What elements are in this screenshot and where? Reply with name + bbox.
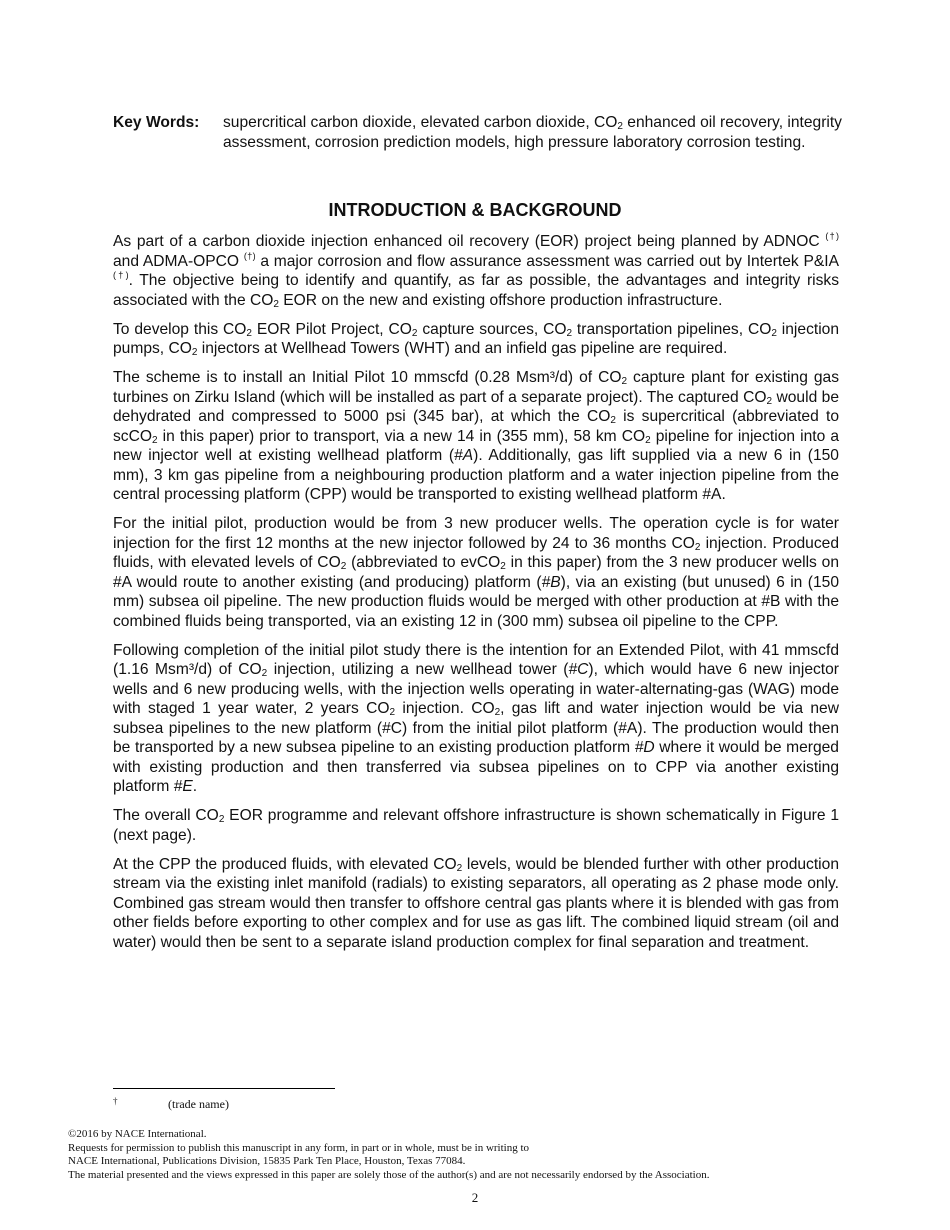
paragraph: At the CPP the produced fluids, with elevated $CO_2$ levels, would be blended further with other production stream via the existing inlet manifold (radials) to existing separators, all operating as 2 phase mode only. Combined gas stream would then transfer to offshore central gas plants where it is blended with gas from other fields before exporting to other complex and for use as gas lift. The combined liquid stream (oil and water) would then be sent to a separate island production complex for final separation and treatment. [113, 855, 839, 951]
paragraph: The overall $CO_2$ EOR programme and relevant offshore infrastructure is shown schematically in Figure 1 (next page). [113, 807, 839, 844]
keywords-label: Key Words: [113, 114, 200, 131]
keywords-text: supercritical carbon dioxide, elevated carbon dioxide, $CO_2$ enhanced oil recovery, integrity assessment, corrosion prediction models, high pressure laboratory corrosion testing. [223, 114, 842, 151]
keywords-block [113, 113, 853, 152]
footnote-mark: † [113, 1096, 118, 1106]
footnote-text: (trade name) [168, 1097, 229, 1111]
footnote [113, 1096, 229, 1112]
footnote-rule [113, 1088, 335, 1089]
paragraph: As part of a carbon dioxide injection enhanced oil recovery (EOR) project being planned by ADNOC (†) and ADMA-OPCO (†) a major corrosion and flow assurance assessment was carried out by Intertek P&IA (†). The objective being to identify and quantify, as far as possible, the advantages and integrity risks associated with the $CO_2$ EOR on the new and existing offshore production infrastructure. [113, 231, 839, 310]
paragraph: Following completion of the initial pilot study there is the intention for an Extended Pilot, with 41 mmscfd (1.16 Msm³/d) of $CO_2$ injection, utilizing a new wellhead tower (#C), which would have 6 new injector wells and 6 new producing wells, with the injection wells operating in water-alternating-gas (WAG) mode with staged 1 year water, 2 years $CO_2$ injection. $CO_2$, gas lift and water injection would be via new subsea pipelines to the new platform (#C) from the initial pilot platform (#A). The production would then be transported by a new subsea pipeline to an existing production platform #D where it would be merged with existing production and then transferred via subsea pipelines on to CPP via another existing platform #E. [113, 641, 839, 795]
page-number: 2 [471, 1190, 479, 1205]
paragraph: To develop this $CO_2$ EOR Pilot Project, $CO_2$ capture sources, $CO_2$ transportation pipelines, $CO_2$ injection pumps, $CO_2$ injectors at Wellhead Towers (WHT) and an infield gas pipeline are required. [113, 320, 840, 358]
body-text [113, 232, 839, 962]
paragraph: For the initial pilot, production would be from 3 new producer wells. The operation cycle is for water injection for the first 12 months at the new injector followed by 24 to 36 months $CO_2$ injection. Produced fluids, with elevated levels of $CO_2$ (abbreviated to evCO$_2$ in this paper) from the 3 new producer wells on #A would route to another existing (and producing) platform (#B), via an existing (but unused) 6 in (150 mm) subsea oil pipeline. The new production fluids would be merged with other production at #B with the combined fluids being transported, via an existing 12 in (300 mm) subsea oil pipeline to the CPP. [113, 515, 839, 630]
section-heading: INTRODUCTION & BACKGROUND [328, 200, 622, 220]
copyright-notice: ©2016 by NACE International. Requests for permission to publish this manuscript in any form, in part or in whole, must be in writing to NACE International, Publications Division, 15835 Park Ten Place, Houston, Texas 77084. The material presented and the views expressed in this paper are solely those of the author(s) and are not necessarily endorsed by the Association. [68, 1128, 710, 1181]
paragraph: The scheme is to install an Initial Pilot 10 mmscfd (0.28 Msm³/d) of $CO_2$ capture plant for existing gas turbines on Zirku Island (which will be installed as part of a separate project). The captured $CO_2$ would be dehydrated and compressed to 5000 psi (345 bar), at which the $CO_2$ is supercritical (abbreviated to scCO$_2$ in this paper) prior to transport, via a new 14 in (355 mm), 58 km $CO_2$ pipeline for injection into a new injector well at existing wellhead platform (#A). Additionally, gas lift supplied via a new 6 in (150 mm), 3 km gas pipeline from a neighbouring production platform and a water injection pipeline from the central processing platform (CPP) would be transported to existing wellhead platform #A. [113, 369, 840, 503]
